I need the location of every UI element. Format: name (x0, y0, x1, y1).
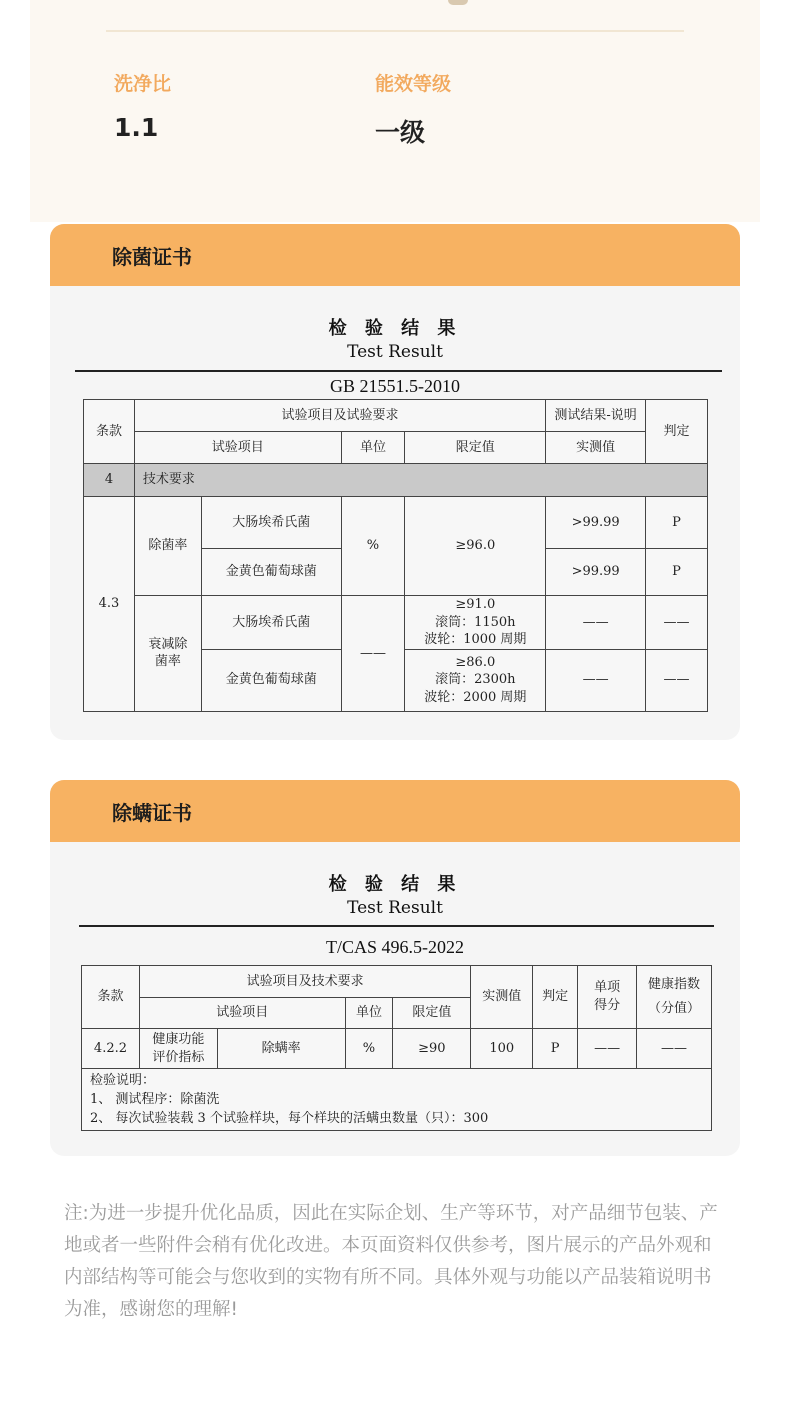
notes-line: 2、 每次试验装载 3 个试验样块，每个样块的活螨虫数量（只）：300 (90, 1111, 489, 1126)
measured-cell: >99.99 (546, 549, 646, 596)
group-name-text: 衰减除菌率 (148, 636, 188, 670)
result-title-cn: 检 验 结 果 (328, 318, 462, 339)
header-clause: 条款 (84, 400, 135, 464)
measured-cell: >99.99 (546, 497, 646, 549)
header-item: 试验项目 (139, 998, 345, 1029)
header-health-index (637, 966, 712, 1029)
judge-cell: —— (646, 649, 708, 711)
section-number: 4 (84, 464, 135, 497)
header-limit: 限定值 (405, 432, 546, 464)
single-score-text: 单项得分 (594, 980, 621, 1013)
judge-cell: P (646, 549, 708, 596)
spec-wash-ratio (114, 69, 171, 142)
title-rule (79, 925, 714, 927)
limit-line: 滚筒：1150h (435, 614, 516, 630)
divider (106, 30, 684, 32)
measured-cell: 100 (471, 1029, 533, 1069)
judge-cell: P (533, 1029, 578, 1069)
header-judge: 判定 (646, 400, 708, 464)
standard-code: GB 21551.5-2010 (330, 376, 460, 396)
spec-value: 一级 (375, 118, 426, 147)
limit-line: 波轮：1000 周期 (424, 632, 527, 648)
result-title-en: Test Result (347, 898, 443, 918)
test-item: 除螨率 (217, 1029, 345, 1069)
spec-energy-grade (375, 69, 451, 149)
clause-cell: 4.2.2 (82, 1029, 140, 1069)
test-item: 大肠埃希氏菌 (201, 596, 341, 650)
judge-cell: P (646, 497, 708, 549)
certificate-header: 除螨证书 (50, 780, 740, 842)
title-rule (75, 370, 722, 372)
health-index-cell: —— (637, 1029, 712, 1069)
spec-label: 洗净比 (114, 73, 172, 95)
test-item: 金黄色葡萄球菌 (201, 649, 341, 711)
limit-line: 波轮：2000 周期 (424, 689, 527, 705)
top-mark (448, 0, 468, 5)
unit-cell: —— (341, 596, 405, 712)
test-item: 金黄色葡萄球菌 (201, 549, 341, 596)
header-requirements: 试验项目及技术要求 (139, 966, 470, 998)
notes-line: 检验说明： (90, 1073, 156, 1088)
sterilization-table (83, 399, 708, 712)
spec-value: 1.1 (114, 113, 159, 142)
header-limit: 限定值 (393, 998, 471, 1029)
header-measured: 实测值 (471, 966, 533, 1029)
limit-cell: ≥96.0 (405, 497, 546, 596)
spec-label: 能效等级 (375, 73, 452, 95)
section-label: 技术要求 (134, 464, 707, 497)
clause-cell: 4.3 (84, 497, 135, 712)
measured-cell: —— (546, 649, 646, 711)
measured-cell: —— (546, 596, 646, 650)
limit-cell (405, 649, 546, 711)
standard-code: T/CAS 496.5-2022 (325, 937, 464, 957)
limit-line: ≥86.0 (455, 654, 496, 670)
certificate-header: 除菌证书 (50, 224, 740, 286)
test-notes (82, 1069, 712, 1131)
health-index-line: （分值） (648, 1001, 701, 1016)
test-item: 大肠埃希氏菌 (201, 497, 341, 549)
category-line: 评价指标 (152, 1049, 205, 1065)
header-item: 试验项目 (134, 432, 341, 464)
limit-line: 滚筒：2300h (435, 672, 516, 688)
category-cell (139, 1029, 217, 1069)
group-name: 除菌率 (134, 497, 201, 596)
group-name (134, 596, 201, 712)
header-judge: 判定 (533, 966, 578, 1029)
header-single-score (578, 966, 637, 1029)
result-title (50, 870, 740, 918)
result-title-cn: 检 验 结 果 (328, 874, 462, 895)
result-title (50, 314, 740, 362)
health-index-line: 健康指数 (648, 977, 701, 993)
unit-cell: % (345, 1029, 393, 1069)
header-clause: 条款 (82, 966, 140, 1029)
header-unit: 单位 (345, 998, 393, 1029)
limit-cell (405, 596, 546, 650)
judge-cell: —— (646, 596, 708, 650)
result-title-en: Test Result (347, 342, 443, 362)
limit-cell: ≥90 (393, 1029, 471, 1069)
header-requirements: 试验项目及试验要求 (134, 400, 545, 432)
unit-cell: % (341, 497, 405, 596)
header-unit: 单位 (341, 432, 405, 464)
header-result: 测试结果-说明 (546, 400, 646, 432)
category-line: 健康功能 (152, 1031, 205, 1047)
single-score-cell: —— (578, 1029, 637, 1069)
header-measured: 实测值 (546, 432, 646, 464)
limit-line: ≥91.0 (455, 597, 496, 612)
notes-line: 1、 测试程序：除菌洗 (90, 1092, 220, 1107)
anti-mite-table (81, 965, 712, 1131)
disclaimer-note: 注:为进一步提升优化品质，因此在实际企划、生产等环节，对产品细节包装、产地或者一些附件会稍有优化改进。本页面资料仅供参考，图片展示的产品外观和内部结构等可能会与您收到的实物有所不同。具体外观与功能以产品装箱说明书为准，感谢您的理解! (64, 1203, 718, 1320)
